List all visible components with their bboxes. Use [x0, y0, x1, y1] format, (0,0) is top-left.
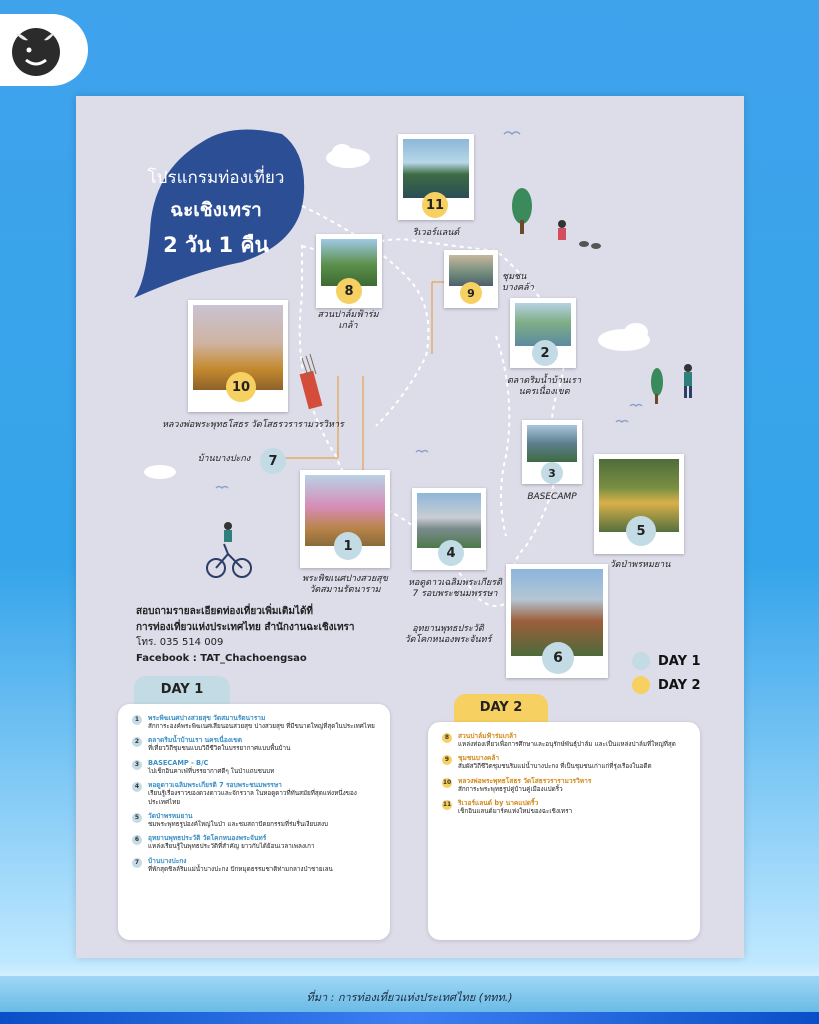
legend-day2: [632, 676, 701, 694]
item-description: ที่เที่ยววิถีชุมชนแบบวิถีชีวิตในบรรยากาศแบบพื้นบ้าน: [148, 745, 291, 753]
item-body: [148, 736, 378, 753]
item-number-badge: 7: [132, 858, 142, 868]
item-title: ชุมชนบางคล้า: [458, 754, 500, 763]
item-body: [148, 781, 378, 807]
itinerary-item[interactable]: [442, 799, 688, 816]
item-description: ที่พักสุดชิลล์ริมแม่น้ำบางปะกง ปักหมุดธรรมชาติท่ามกลางป่าชายเลน: [148, 865, 333, 873]
source-credit: ที่มา : การท่องเที่ยวแห่งประเทศไทย (ททท.): [306, 991, 513, 1004]
title-line-2: ฉะเชิงเทรา: [170, 199, 262, 221]
label-place-9: ชุมชนบางคล้า: [502, 272, 534, 294]
itinerary-item[interactable]: [132, 781, 378, 807]
itinerary-item[interactable]: [442, 732, 688, 749]
item-description: เรียนรู้เรื่องราวของดวงดาวและจักรวาล ในหอดูดาวที่ทันสมัยที่สุดแห่งหนึ่งของประเทศไทย: [148, 790, 357, 806]
label-place-7: บ้านบางปะกง: [197, 454, 251, 464]
title-line-1: โปรแกรมท่องเที่ยว: [147, 168, 285, 188]
legend-day1: [632, 652, 701, 670]
item-description: สักการะพระพุทธรูปคู่บ้านคู่เมืองแปดริ้ว: [458, 785, 563, 793]
itinerary-item[interactable]: [132, 812, 378, 829]
item-body: [458, 777, 688, 794]
label-place-11: ริเวอร์แลนด์: [412, 228, 460, 238]
label-place-6: อุทยานพุทธประวัติ วัดโคกหนองพระจันทร์: [404, 624, 492, 646]
item-title: วัดป่าพรหมยาน: [148, 812, 193, 821]
label-place-8: สวนปาล์มฟ้าร่มเกล้า: [317, 310, 379, 332]
marker-1[interactable]: 1: [334, 532, 362, 560]
marker-9[interactable]: 9: [460, 282, 482, 304]
legend-day2-swatch: [632, 676, 650, 694]
contact-phone[interactable]: โทร. 035 514 009: [136, 637, 224, 648]
item-title: พระพิฆเนศปางสวยสุข วัดสมานรัตนาราม: [148, 714, 266, 722]
item-description: ชมพระพุทธรูปองค์ใหญ่ในป่า และชมสถาปัตยกรรมที่ร่มรื่นเงียบสงบ: [148, 820, 329, 828]
marker-8[interactable]: 8: [336, 278, 362, 304]
bull-logo-icon: [6, 20, 66, 80]
itinerary-item[interactable]: [132, 834, 378, 851]
item-number-badge: 11: [442, 801, 452, 809]
duck-icon: [579, 241, 601, 249]
legend: [632, 652, 701, 700]
item-body: [458, 754, 688, 771]
day1-card: [118, 704, 390, 940]
title-line-3: 2 วัน 1 คืน: [163, 233, 269, 257]
tour-poster: [76, 96, 744, 958]
item-body: [148, 759, 378, 776]
person-icon: [558, 220, 692, 398]
itinerary-item[interactable]: [132, 714, 378, 731]
legend-day1-swatch: [632, 652, 650, 670]
day2-card: [428, 722, 700, 940]
label-place-5: วัดป่าพรหมยาน: [609, 560, 671, 570]
item-number-badge: 8: [442, 733, 452, 743]
item-description: เช็กอินแลนด์มาร์คแห่งใหม่ของฉะเชิงเทรา: [458, 808, 573, 816]
marker-3[interactable]: 3: [541, 462, 563, 484]
item-title: ตลาดริมน้ำบ้านเรา นครเนื่องเขต: [148, 736, 243, 745]
item-number-badge: 5: [132, 813, 142, 823]
incense-icon: [300, 354, 323, 409]
item-description: สักการะองค์พระพิฆเนศเสียนอนสวยสุข ปางสวยสุข ที่มีขนาดใหญ่ที่สุดในประเทศไทย: [148, 722, 375, 730]
item-number-badge: 4: [132, 782, 142, 792]
item-title: BASECAMP - B/C: [148, 758, 209, 767]
itinerary-item[interactable]: [132, 736, 378, 753]
marker-7[interactable]: 7: [260, 448, 286, 474]
contact-facebook[interactable]: Facebook : TAT_Chachoengsao: [136, 652, 307, 664]
item-number-badge: 9: [442, 755, 452, 765]
itinerary-item[interactable]: [442, 777, 688, 794]
label-place-4: หอดูดาวเฉลิมพระเกียรติ 7 รอบพระชนมพรรษา: [408, 578, 502, 600]
marker-11[interactable]: 11: [422, 192, 448, 218]
item-number-badge: 10: [442, 778, 452, 786]
label-place-1: พระพิฆเนศปางสวยสุข วัดสมานรัตนาราม: [302, 574, 388, 596]
item-title: หลวงพ่อพระพุทธโสธร วัดโสธรวรารามวรวิหาร: [458, 776, 592, 785]
marker-4[interactable]: 4: [438, 540, 464, 566]
item-title: บ้านบางปะกง: [148, 856, 187, 865]
item-body: [148, 834, 378, 851]
marker-10[interactable]: 10: [226, 372, 256, 402]
item-title: หอดูดาวเฉลิมพระเกียรติ 7 รอบพระชนมพรรษา: [148, 781, 282, 790]
contact-info: [136, 604, 355, 666]
day2-tab[interactable]: DAY 2: [454, 694, 548, 724]
tree-icon: [512, 188, 663, 404]
label-place-3: BASECAMP: [527, 492, 577, 502]
item-body: [458, 732, 688, 749]
bottom-strip: [0, 1012, 819, 1024]
item-number-badge: 2: [132, 737, 142, 747]
marker-6[interactable]: 6: [542, 642, 574, 674]
marker-2[interactable]: 2: [532, 340, 558, 366]
itinerary-item[interactable]: [442, 754, 688, 771]
label-place-10: หลวงพ่อพระพุทธโสธร วัดโสธรวรารามวรวิหาร: [162, 420, 344, 430]
legend-day1-label: DAY 1: [658, 653, 701, 669]
item-description: สัมผัสวิถีชีวิตชุมชนริมแม่น้ำบางปะกง ที่เป็นชุมชนเก่าแก่ที่รุ่งเรืองในอดีต: [458, 763, 652, 771]
label-place-2: ตลาดริมน้ำบ้านเรา นครเนื่องเขต: [506, 376, 582, 398]
contact-line-2: การท่องเที่ยวแห่งประเทศไทย สำนักงานฉะเชิงเทรา: [136, 621, 355, 633]
item-number-badge: 3: [132, 760, 142, 770]
item-description: ไปเช็กอินคาเฟ่ที่บรรยากาศดีๆ ในป่าแถบชนบท: [148, 767, 275, 775]
brand-logo[interactable]: [0, 14, 88, 86]
item-description: แหล่งท่องเที่ยวเพื่อการศึกษาและอนุรักษ์พันธุ์ปาล์ม และเป็นแหล่งปาล์มที่ใหญ่ที่สุด: [458, 740, 676, 748]
day1-tab[interactable]: DAY 1: [134, 676, 230, 706]
item-title: ริเวอร์แลนด์ by นาคแปดริ้ว: [458, 799, 539, 808]
cyclist-icon: [207, 522, 251, 577]
item-title: อุทยานพุทธประวัติ วัดโคกหนองพระจันทร์: [148, 834, 267, 843]
itinerary-item[interactable]: [132, 857, 378, 874]
itinerary-item[interactable]: [132, 759, 378, 776]
item-number-badge: 1: [132, 715, 142, 725]
item-body: [148, 857, 378, 874]
marker-5[interactable]: 5: [626, 516, 656, 546]
item-body: [148, 714, 378, 731]
item-description: แหล่งเรียนรู้ในพุทธประวัติที่สำคัญ ยาวกับได้ย้อนเวลาเพลงเกา: [148, 843, 315, 851]
item-body: [458, 799, 688, 816]
legend-day2-label: DAY 2: [658, 677, 701, 693]
contact-line-1: สอบถามรายละเอียดท่องเที่ยวเพิ่มเติมได้ที่: [136, 606, 314, 617]
item-number-badge: 6: [132, 835, 142, 845]
item-title: สวนปาล์มฟ้าร่มเกล้า: [458, 732, 517, 740]
item-body: [148, 812, 378, 829]
